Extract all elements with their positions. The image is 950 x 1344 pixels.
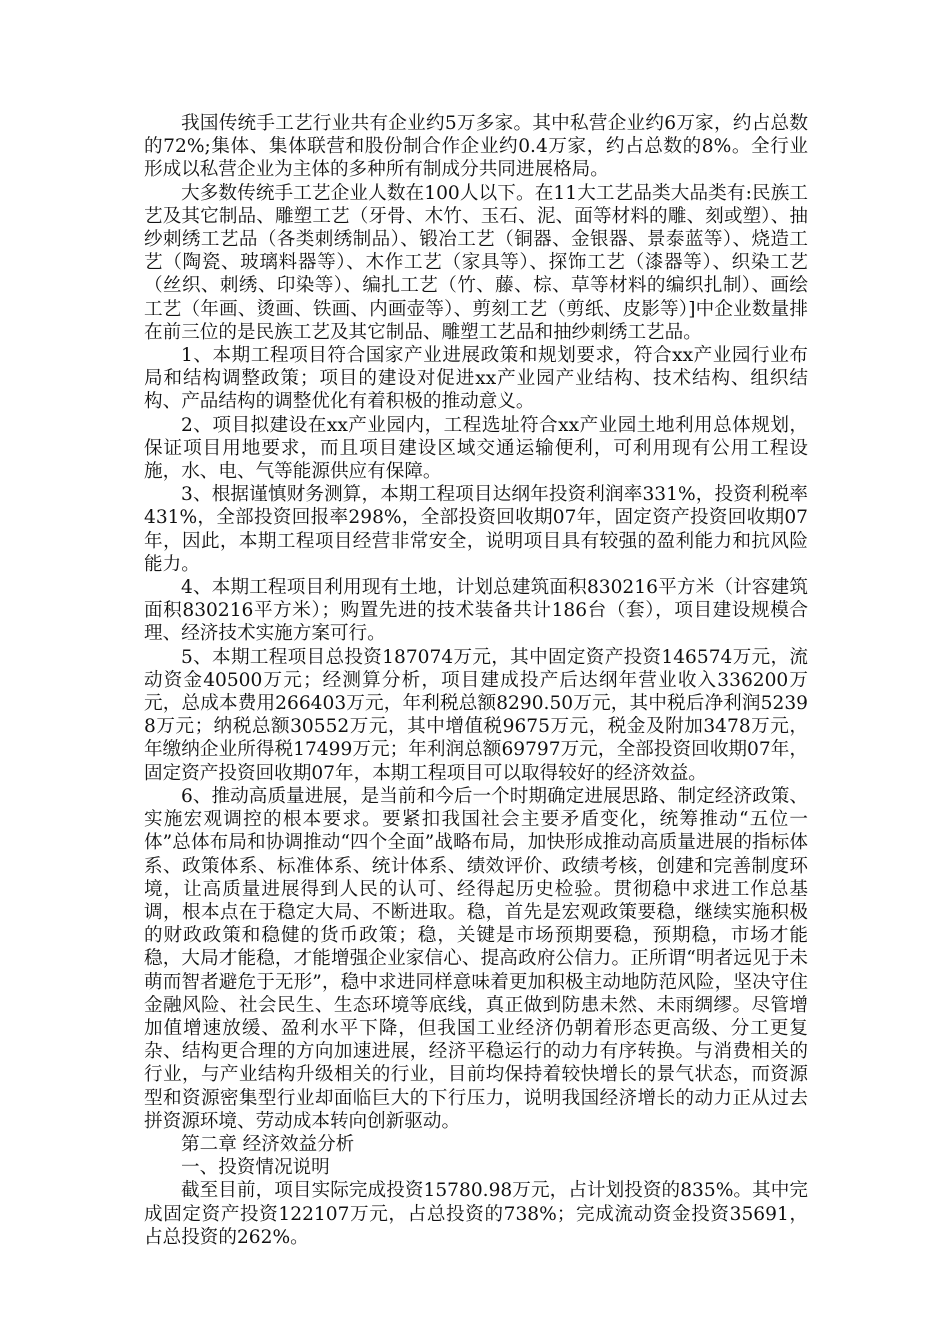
paragraph-investment-status: 截至目前，项目实际完成投资15780.98万元，占计划投资的835%。其中完成固定资产投资122107万元，占总投资的738%；完成流动资金投资35691，占总投资的262%。: [144, 1180, 808, 1248]
paragraph-point-2: 2、项目拟建设在xx产业园内，工程选址符合xx产业园土地利用总体规划，保证项目用地要求，而且项目建设区域交通运输便利，可利用现有公用工程设施，水、电、气等能源供应有保障。: [144, 414, 808, 483]
chapter-title: 第二章 经济效益分析: [181, 1133, 355, 1155]
paragraph-craft-categories: 大多数传统手工艺企业人数在100人以下。在11大工艺品类大品类有:民族工艺及其它制品、雕塑工艺（牙骨、木竹、玉石、泥、面等材料的雕、刻或塑）、抽纱刺绣工艺品（各类刺绣制品）、锻冶工艺（铜器、金银器、景泰蓝等）、烧造工艺（陶瓷、玻璃料器等）、木作工艺（家具等）、探饰工艺（漆器等）、织染工艺（丝织、刺绣、印染等）、编扎工艺（竹、藤、棕、草等材料的编织扎制）、画绘工艺（年画、烫画、铁画、内画壶等）、剪刻工艺（剪纸、皮影等）]中企业数量排在前三位的是民族工艺及其它制品、雕塑工艺品和抽纱刺绣工艺品。: [144, 182, 808, 343]
paragraph-point-6: 6、推动高质量进展，是当前和今后一个时期确定进展思路、制定经济政策、实施宏观调控的根本要求。要紧扣我国社会主要矛盾变化，统筹推动“五位一体”总体布局和协调推动“四个全面”战略布局，加快形成推动高质量进展的指标体系、政策体系、标准体系、统计体系、绩效评价、政绩考核，创建和完善制度环境，让高质量进展得到人民的认可、经得起历史检验。贯彻稳中求进工作总基调，根本点在于稳定大局、不断进取。稳，首先是宏观政策要稳，继续实施积极的财政政策和稳健的货币政策；稳，关键是市场预期要稳，预期稳，市场才能稳，大局才能稳，才能增强企业家信心、提高政府公信力。正所谓“明者远见于未萌而智者避危于无形”，稳中求进同样意味着更加积极主动地防范风险，坚决守住金融风险、社会民生、生态环境等底线，真正做到防患未然、未雨绸缪。尽管增加值增速放缓、盈利水平下降，但我国工业经济仍朝着形态更高级、分工更复杂、结构更合理的方向加速进展，经济平稳运行的动力有序转换。与消费相关的行业，与产业结构升级相关的行业，目前均保持着较快增长的景气状态，而资源型和资源密集型行业却面临巨大的下行压力，说明我国经济增长的动力正从过去拼资源环境、劳动成本转向创新驱动。: [144, 785, 808, 1132]
paragraph-point-1: 1、本期工程项目符合国家产业进展政策和规划要求，符合xx产业园行业布局和结构调整政策；项目的建设对促进xx产业园产业结构、技术结构、组织结构、产品结构的调整优化有着积极的推动意义。: [144, 345, 808, 413]
paragraph-industry-overview: 我国传统手工艺行业共有企业约5万多家。其中私营企业约6万家，约占总数的72%;集体、集体联营和股份制合作企业约0.4万家，约占总数的8%。全行业形成以私营企业为主体的多种所有制成分共同进展格局。: [144, 113, 808, 181]
paragraph-point-4: 4、本期工程项目利用现有土地，计划总建筑面积830216平方米（计容建筑面积830216平方米）；购置先进的技术装备共计186台（套），项目建设规模合理、经济技术实施方案可行。: [144, 577, 808, 645]
paragraph-point-3: 3、根据谨慎财务测算，本期工程项目达纲年投资利润率331%，投资利税率431%，全部投资回报率298%，全部投资回收期07年，固定资产投资回收期07年，因此，本期工程项目经营非常安全，说明项目具有较强的盈利能力和抗风险能力。: [144, 484, 808, 575]
section-title: 一、投资情况说明: [181, 1157, 330, 1179]
paragraph-point-5: 5、本期工程项目总投资187074万元，其中固定资产投资146574万元，流动资金40500万元；经测算分析，项目建成投产后达纲年营业收入336200万元，总成本费用266403万元，年利税总额8290.50万元，其中税后净利润52398万元；纳税总额30552万元，其中增值税9675万元，税金及附加3478万元，年缴纳企业所得税17499万元；年利润总额69797万元，全部投资回收期07年，固定资产投资回收期07年，本期工程项目可以取得较好的经济效益。: [144, 646, 808, 784]
document-body: [144, 112, 808, 1249]
